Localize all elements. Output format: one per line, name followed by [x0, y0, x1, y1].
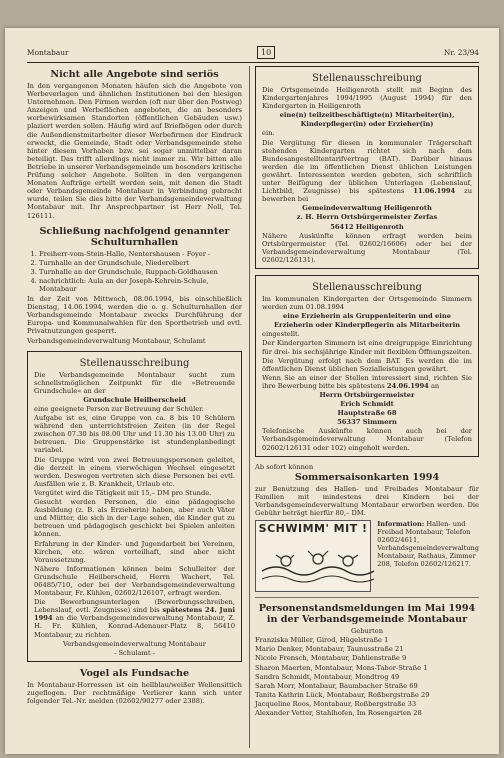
ad-text: Nähere Informationen können beim Schulleiter der Grundschule Heilberscheid, Herrn Wachert, Tel. 06485/710, oder bei der Verbandsgemeindeverwaltung Montabaur, Fr. Kühlen, 02602/126107, erfragt werden.	[34, 564, 235, 598]
article-schulturnhallen	[27, 226, 242, 345]
article-sign: Verbandsgemeindeverwaltung Montabaur, Schulamt	[27, 336, 206, 345]
ad-text: Telefonische Auskünfte können auch bei der Verbandsgemeindeverwaltung Montabaur (Telefon 02602/126131 oder 102) eingeholt werden.	[262, 427, 472, 452]
ad-address: Gemeindeverwaltung Heiligenroth	[302, 204, 432, 213]
page-number: 10	[257, 46, 275, 59]
deadline: 24.06.1994	[386, 381, 429, 390]
ad-text: Vergütet wird die Tätigkeit mit 15,– DM pro Stunde.	[34, 488, 212, 497]
ad-role: Kinderpfleger(in) oder Erzieher(in)	[300, 120, 434, 129]
divider	[255, 597, 479, 598]
article-body: In Montabaur-Horressen ist ein hellblau/weißer Wellensittich zugeflogen. Der rechtmäßige Verlierer kann sich unter folgender Tel.-Nr. melden (02602/90277 oder 2388).	[27, 680, 242, 705]
list-item: Alexander Vetter, Stahlhofen, Im Rosengarten 28	[255, 708, 422, 717]
article-title: Stellenausschreibung	[79, 357, 190, 369]
ad-text: Gesucht werden Personen, die eine pädagogische Ausbildung (z. B. als Erzieherin) haben, aber auch Väter und Mütter, die sich in der Lage sehen, die Kinder gut zu betreuen und pädagogisch geschickt bei Spielen anleiten können.	[34, 498, 235, 539]
swimmers-icon	[256, 521, 376, 591]
hall-list	[27, 250, 242, 293]
page-header	[27, 46, 479, 60]
article-body: In der Zeit von Mittwoch, 08.06.1994, bis einschließlich Dienstag, 14.06.1994, werden die o. g. Schulturnhallen der Verbandsgemeinde Montabaur zwecks Durchführung der Europa- und Kommunalwahlen für den Sportbetrieb und evtl. Privatnutzungen gesperrt.	[27, 295, 242, 336]
ad-sign-dept: - Schulamt -	[114, 648, 155, 657]
article-title: Personenstandsmeldungen im Mai 1994 in der Verbandsgemeinde Montabaur	[258, 603, 476, 626]
left-column	[27, 66, 242, 706]
swim-slogan: SCHWIMM' MIT !	[258, 522, 368, 536]
list-item: 2. Turnhalle an der Grundschule, Niederelbert	[39, 259, 242, 267]
list-item: Tanita Kathrin Lück, Montabaur, Roßbergstraße 29	[255, 690, 430, 699]
ad-text: ein.	[262, 129, 275, 138]
list-item: Jacqueline Roos, Montabaur, Roßbergstraße 33	[255, 699, 417, 708]
ad-text: eingestellt.	[262, 330, 300, 339]
article-angebote	[27, 69, 242, 220]
header-rule	[27, 62, 479, 63]
article-personenstand	[255, 603, 479, 717]
article-title: Vogel als Fundsache	[79, 667, 190, 679]
job-ad-heiligenroth	[255, 66, 479, 269]
deadline: 11.06.1994	[413, 187, 456, 196]
ad-text: Der Kindergarten Simmern ist eine dreigruppige Einrichtung für drei- bis sechsjährige Kinder mit flexiblen Öffnungszeiten.	[262, 339, 472, 356]
list-item: 1. Freiherr-vom-Stein-Halle, Nentershausen - Foyer -	[39, 250, 242, 258]
ad-text: Die Gruppe wird von zwei Betreuungspersonen geleitet, die derzeit in einem vierwöchigen Wechsel eingesetzt werden. Deswegen vertreten sich diese Personen bei evtl. Ausfällen wie z. B. Krankheit, Urlaub etc.	[34, 455, 235, 488]
swim-illustration	[255, 520, 371, 592]
article-body: zur Benutzung des Hallen- und Freibades Montabaur für Familien mit mindestens drei Kindern bei der Verbandsgemeindeverwaltung Montabaur erworben werden. Die Gebühr beträgt hierfür 80,– DM.	[255, 484, 479, 518]
swim-info	[371, 520, 479, 592]
column-divider	[249, 66, 250, 748]
ad-text: Erfahrung in der Kinder- und Jugendarbeit bei Vereinen, Kirchen, etc. wären vorteilhaft, sind aber nicht Voraussetzung.	[34, 539, 235, 564]
ad-role: eine(n) teilzeitbeschäftigte(n) Mitarbeiter(in),	[279, 111, 455, 120]
job-ad-simmern	[255, 275, 479, 457]
list-item: Mario Denker, Montabaur, Taunusstraße 21	[255, 645, 404, 654]
article-vogel	[27, 668, 242, 705]
issue-number: Nr. 23/94	[443, 48, 479, 57]
ad-text: Nähere Auskünfte können erfragt werden beim Ortsbürgermeister (Tel. 02602/16606) oder bei der Verbandsgemeindeverwaltung Montabaur (Tel. 02602/126131).	[262, 231, 472, 264]
ad-address: Herrn Ortsbürgermeister	[319, 391, 415, 399]
ad-text: Die Vergütung erfolgt nach dem BAT. Es werden die im öffentlichen Dienst üblichen Sozialleistungen gewährt.	[262, 356, 472, 373]
ad-address: z. H. Herrn Ortsbürgermeister Zerfas	[296, 213, 438, 222]
ad-intro: Im kommunalen Kindergarten der Ortsgemeinde Simmern werden zum 01.08.1994	[262, 294, 472, 312]
ad-text: Wenn Sie an einer der Stellen interessiert sind, richten Sie ihre Bewerbung bitte bis spätestens 24.06.1994 an	[262, 373, 472, 390]
info-label: Information:	[377, 520, 425, 529]
article-title: Sommersaisonkarten 1994	[294, 471, 440, 483]
newspaper-page	[5, 28, 499, 754]
births-list	[255, 636, 479, 717]
article-title: Stellenausschreibung	[312, 281, 422, 293]
ad-text: Aufgabe ist es, eine Gruppe von ca. 8 bis 10 Schülern während den unterrichtsfreien Zeiten (in der Regel zwischen 07.30 bis 08.00 Uhr und 11.30 bis 13.00 Uhr) zu betreuen. Die Gruppenstärke ist stundenplanbedingt variabel.	[34, 414, 235, 455]
ad-text: eine geeignete Person zur Betreuung der Schüler.	[34, 405, 204, 413]
kicker: Ab sofort können	[255, 462, 314, 471]
list-item: Sharon Maerten, Montabaur, Mons-Tabor-Straße 1	[255, 663, 428, 672]
ad-address: 56337 Simmern	[337, 418, 397, 427]
article-title: Schließung nachfolgend genannter Schulturnhallen	[39, 225, 230, 248]
ad-address: 56412 Heiligenroth	[330, 222, 404, 231]
job-ad-heilberscheid	[27, 351, 242, 662]
list-item: Nicole Frensch, Montabaur, Dahlienstraße 9	[255, 654, 407, 663]
ad-address: Erich Schmidt	[340, 400, 394, 409]
ad-sign: Verbandsgemeindeverwaltung Montabaur	[63, 639, 206, 648]
ad-text: Die Bewerbungsunterlagen (Bewerbungsschreiben, Lebenslauf, evtl. Zeugnisse) sind bis spätestens 24. Juni 1994 an die Verbandsgemeindeverwaltung Montabaur, Z. H. Fr. Kühlen, Konrad-Adenauer-Platz 8, 56410 Montabaur, zu richten.	[34, 598, 235, 639]
ad-address: Hauptstraße 68	[337, 409, 397, 418]
ad-role: Erzieherin oder Kinderpflegerin als Mitarbeiterin	[273, 321, 461, 330]
header-town: Montabaur	[27, 48, 69, 57]
article-title: Stellenausschreibung	[312, 73, 422, 84]
school-name: Grundschule Heilberscheid	[83, 395, 186, 404]
article-saisonkarten	[255, 463, 479, 592]
list-item: 4. nachrichtlich: Aula an der Joseph-Kehrein-Schule, Montabaur	[39, 277, 242, 293]
list-item: Sandra Schmidt, Montabaur, Mondtrog 49	[255, 672, 400, 681]
deadline: spätestens 24. Juni 1994	[34, 606, 235, 623]
right-column	[255, 66, 479, 718]
info-text: Hallen- und Freibad Montabaur, Telefon 02602/4611, Verbandsgemeindeverwaltung Montabaur, Rathaus, Zimmer 208, Telefon 02602/126217.	[377, 520, 479, 569]
ad-text: Die Vergütung für diesen in kommunaler Trägerschaft stehenden Kindergarten richtet sich nach dem Bundesangestelltentarifvertrag (BAT). Darüber hinaus werden die im öffentlichen Dienst üblichen Leistungen gewährt. Interessenten werden gebeten, sich schriftlich unter Beifügung der üblichen Unterlagen (Lebenslauf, Lichtbild, Zeugnisse) bis spätestens 11.06.1994 zu bewerben bei	[262, 138, 472, 204]
section-subtitle: Geburten	[350, 627, 384, 636]
article-title: Nicht alle Angebote sind seriös	[50, 69, 219, 80]
article-body: In den vergangenen Monaten häufen sich die Angebote von Werbeverlagen und ähnlichen Institutionen bei den hiesigen Unternehmen. Den Firmen werden (oft nur über den Postweg) Anzeigen und Werbeflächen angeboten, die an besonders werbewirksamen Standorten (öffentlichen Gebäuden usw.) plaziert werden sollen. Häufig wird auf Briefbögen oder durch die Außendienstmitarbeiter dieser Werbefirmen der Eindruck erweckt, die Gemeinde, Stadt oder Verbandsgemeinde stehe hinter diesem Vorhaben bzw. sei sogar unmittelbar daran beteiligt. Das trifft allerdings nicht immer zu. Wir bitten alle Betriebe in unserer Verbandsgemeinde um besonders kritische Prüfung solcher Angebote. Sollten in den vergangenen Monaten Aufträge erteilt worden sein, mit denen die Stadt oder Verbandsgemeinde Montabaur in Verbindung gebracht wurde, teilen Sie dies bitte der Verbandsgemeindeverwaltung Montabaur mit. Ihr Ansprechpartner ist Herr Noll, Tel. 126111.	[27, 82, 242, 220]
ad-intro: Die Verbandsgemeinde Montabaur sucht zum schnellstmöglichen Zeitpunkt für die »Betreuende Grundschule« an der	[34, 370, 235, 395]
list-item: Sarah Morr, Montabaur, Baumbacher Straße 69	[255, 681, 418, 690]
ad-intro: Die Ortsgemeinde Heiligenroth stellt mit Beginn des Kindergartenjahres 1994/1995 (August 1994) für den Kindergarten in Heiligenroth	[262, 86, 472, 111]
swim-section	[255, 520, 479, 592]
list-item: Franziska Müller, Girod, Hügelstraße 1	[255, 636, 389, 645]
list-item: 3. Turnhalle an der Grundschule, Ruppach-Goldhausen	[39, 268, 242, 276]
ad-role: eine Erzieherin als Gruppenleiterin und eine	[283, 312, 451, 321]
